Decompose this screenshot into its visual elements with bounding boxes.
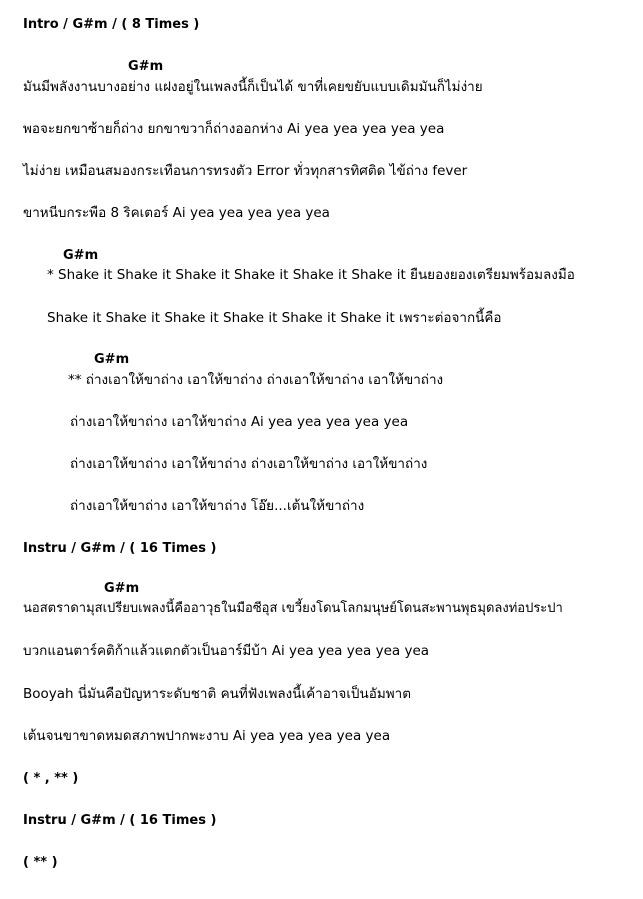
repeat-marker-1: ( * , ** ) (23, 771, 79, 786)
chorus1-line-1: * Shake it Shake it Shake it Shake it Shake it Shake it ยืนยองยองเตรียมพร้อมลงมือ (47, 267, 575, 283)
verse2-line-3: Booyah นี่มันคือปัญหาระดับชาติ คนที่ฟังเพลงนี้เค้าอาจเป็นอัมพาต (23, 686, 411, 702)
repeat-marker-2: ( ** ) (23, 855, 58, 870)
verse1-line-3: ไม่ง่าย เหมือนสมองกระเทือนการทรงตัว Error ทั่วทุกสารทิศติด ไข้ถ่าง fever (23, 163, 468, 179)
verse2-line-4: เต้นจนขาขาดหมดสภาพปากพะงาบ Ai yea yea yea yea yea (23, 728, 391, 744)
chorus1-line-2: Shake it Shake it Shake it Shake it Shake it Shake it เพราะต่อจากนี้คือ (47, 310, 502, 326)
chorus2-line-2: ถ่างเอาให้ขาถ่าง เอาให้ขาถ่าง Ai yea yea yea yea yea (70, 414, 409, 430)
chorus2-line-3: ถ่างเอาให้ขาถ่าง เอาให้ขาถ่าง ถ่างเอาให้ขาถ่าง เอาให้ขาถ่าง (70, 456, 428, 472)
intro-heading: Intro / G#m / ( 8 Times ) (23, 17, 200, 32)
chorus2-line-1: ** ถ่างเอาให้ขาถ่าง เอาให้ขาถ่าง ถ่างเอาให้ขาถ่าง เอาให้ขาถ่าง (68, 372, 444, 388)
instru2-heading: Instru / G#m / ( 16 Times ) (23, 813, 217, 828)
chorus2-line-4: ถ่างเอาให้ขาถ่าง เอาให้ขาถ่าง โอ๊ย...เต้นให้ขาถ่าง (70, 498, 365, 514)
verse2-line-2: บวกแอนตาร์คติก้าแล้วแตกตัวเป็นอาร์มีบ้า Ai yea yea yea yea yea (23, 643, 430, 659)
instru1-heading: Instru / G#m / ( 16 Times ) (23, 541, 217, 556)
verse1-chord: G#m (128, 59, 164, 74)
verse1-line-2: พอจะยกขาซ้ายก็ถ่าง ยกขาขวาก็ถ่างออกห่าง Ai yea yea yea yea yea (23, 121, 445, 137)
verse1-line-4: ขาหนีบกระพือ 8 ริคเตอร์ Ai yea yea yea yea yea (23, 205, 330, 221)
verse1-line-1: มันมีพลังงานบางอย่าง แฝงอยู่ในเพลงนี้ก็เป็นได้ ขาที่เคยขยับแบบเดิมมันก็ไม่ง่าย (23, 79, 483, 95)
verse2-line-1: นอสตราดามุสเปรียบเพลงนี้คืออาวุธในมือซีอุส เขวี้ยงโดนโลกมนุษย์โดนสะพานพุธมุดลงท่อประปา (23, 601, 563, 616)
verse2-chord: G#m (104, 581, 140, 596)
chorus1-chord: G#m (63, 248, 99, 263)
chorus2-chord: G#m (94, 352, 130, 367)
